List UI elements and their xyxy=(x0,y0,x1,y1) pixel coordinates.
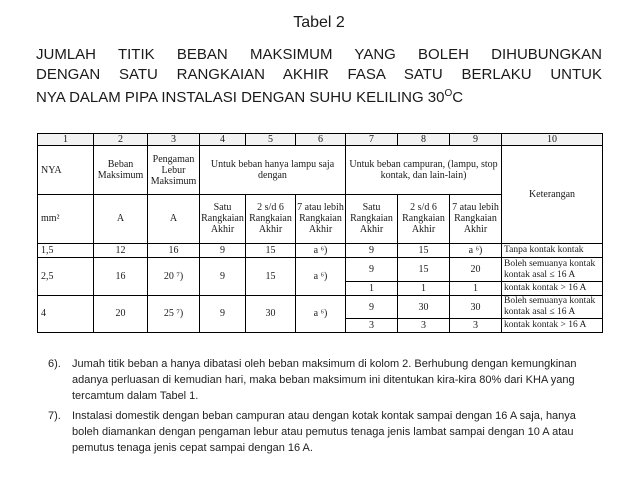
footnote-6 xyxy=(48,356,604,404)
cell-keterangan: kontak kontak > 16 A xyxy=(502,282,603,295)
cell-keterangan: Boleh semuanya kontak kontak asal ≤ 16 A xyxy=(502,258,603,282)
header-unit-mm2: mm² xyxy=(38,195,94,244)
cell-lampu-1: 9 xyxy=(200,243,246,258)
reference-table-container xyxy=(37,133,602,333)
header-beban-campuran: Untuk beban campuran, (lampu, stop kontak, dan lain-lain) xyxy=(346,146,502,195)
cell-campuran-1: 3 xyxy=(346,319,398,333)
col-number: 4 xyxy=(200,134,246,146)
col-number: 1 xyxy=(38,134,94,146)
cell-nya: 2,5 xyxy=(38,258,94,295)
heading-line-3-text: NYA DALAM PIPA INSTALASI DENGAN SUHU KELILING 30 xyxy=(36,89,445,106)
cell-keterangan: kontak kontak > 16 A xyxy=(502,319,603,333)
cell-lampu-7: a ⁶) xyxy=(296,295,346,332)
cell-keterangan: Tanpa kontak kontak xyxy=(502,243,603,258)
cell-campuran-1: 9 xyxy=(346,258,398,282)
table-heading xyxy=(36,45,602,108)
cell-campuran-1: 9 xyxy=(346,295,398,319)
heading-degree-sup: O xyxy=(444,88,453,99)
header-7-lebih-rangkaian: 7 atau lebih Rangkaian Akhir xyxy=(450,195,502,244)
cell-campuran-2-6: 15 xyxy=(398,243,450,258)
cell-campuran-7: a ⁶) xyxy=(450,243,502,258)
cell-lampu-2-6: 15 xyxy=(246,243,296,258)
table-row xyxy=(38,295,603,319)
header-2-6-rangkaian: 2 s/d 6 Rangkaian Akhir xyxy=(246,195,296,244)
cell-nya: 4 xyxy=(38,295,94,332)
header-row-1 xyxy=(38,146,603,195)
column-number-row xyxy=(38,134,603,146)
cell-campuran-7: 1 xyxy=(450,282,502,295)
footnote-text: Jumah titik beban a hanya dibatasi oleh beban maksimum di kolom 2. Berhubung dengan kemungkinan adanya perluasan di kemudian hari, maka beban maksimum ini ditentukan kira-kira 80% dari KHA yang tercamtum dalam Tabel 1. xyxy=(72,358,577,402)
cell-beban: 12 xyxy=(94,243,148,258)
header-unit-a: A xyxy=(148,195,200,244)
cell-nya: 1,5 xyxy=(38,243,94,258)
col-number: 9 xyxy=(450,134,502,146)
footnote-number: 6). xyxy=(48,358,61,370)
footnote-number: 7). xyxy=(48,410,61,422)
cell-campuran-2-6: 3 xyxy=(398,319,450,333)
header-2-6-rangkaian: 2 s/d 6 Rangkaian Akhir xyxy=(398,195,450,244)
header-satu-rangkaian: Satu Rangkaian Akhir xyxy=(200,195,246,244)
heading-line-2: DENGAN SATU RANGKAIAN AKHIR FASA SATU BERLAKU UNTUK xyxy=(36,65,602,83)
table-row xyxy=(38,258,603,282)
cell-pengaman: 25 ⁷) xyxy=(148,295,200,332)
header-satu-rangkaian: Satu Rangkaian Akhir xyxy=(346,195,398,244)
cell-beban: 20 xyxy=(94,295,148,332)
header-unit-a: A xyxy=(94,195,148,244)
header-pengaman-lebur: Pengaman Lebur Maksimum xyxy=(148,146,200,195)
heading-line-3 xyxy=(36,84,602,108)
header-nya: NYA xyxy=(38,146,94,195)
cell-campuran-2-6: 1 xyxy=(398,282,450,295)
heading-line-3-end: C xyxy=(452,89,464,106)
cell-campuran-7: 30 xyxy=(450,295,502,319)
col-number: 10 xyxy=(502,134,603,146)
cell-pengaman: 16 xyxy=(148,243,200,258)
cell-lampu-7: a ⁶) xyxy=(296,258,346,295)
header-beban-maksimum: Beban Maksimum xyxy=(94,146,148,195)
cell-keterangan: Boleh semuanya kontak kontak asal ≤ 16 A xyxy=(502,295,603,319)
col-number: 7 xyxy=(346,134,398,146)
cell-lampu-7: a ⁶) xyxy=(296,243,346,258)
cell-pengaman: 20 ⁷) xyxy=(148,258,200,295)
cell-lampu-1: 9 xyxy=(200,258,246,295)
reference-table xyxy=(37,133,603,333)
footnote-text: Instalasi domestik dengan beban campuran atau dengan kotak kontak sampai dengan 16 A saja, hanya boleh diamankan dengan pengaman lebur atau pemutus tenaga jenis lambat sampai dengan 10 A atau pemutus tenaga jenis cepat sampai dengan 16 A. xyxy=(72,410,576,454)
cell-campuran-2-6: 15 xyxy=(398,258,450,282)
footnote-7 xyxy=(48,408,604,456)
col-number: 8 xyxy=(398,134,450,146)
header-beban-lampu: Untuk beban hanya lampu saja dengan xyxy=(200,146,346,195)
cell-campuran-7: 20 xyxy=(450,258,502,282)
col-number: 6 xyxy=(296,134,346,146)
col-number: 5 xyxy=(246,134,296,146)
footnotes xyxy=(48,356,604,460)
col-number: 3 xyxy=(148,134,200,146)
cell-campuran-1: 1 xyxy=(346,282,398,295)
cell-lampu-1: 9 xyxy=(200,295,246,332)
heading-line-1: JUMLAH TITIK BEBAN MAKSIMUM YANG BOLEH DIHUBUNGKAN xyxy=(36,46,602,63)
cell-campuran-7: 3 xyxy=(450,319,502,333)
header-7-lebih-rangkaian: 7 atau lebih Rangkaian Akhir xyxy=(296,195,346,244)
col-number: 2 xyxy=(94,134,148,146)
cell-campuran-2-6: 30 xyxy=(398,295,450,319)
header-keterangan: Keterangan xyxy=(502,146,603,243)
page-title: Tabel 2 xyxy=(293,14,345,31)
cell-campuran-1: 9 xyxy=(346,243,398,258)
cell-beban: 16 xyxy=(94,258,148,295)
table-row xyxy=(38,243,603,258)
cell-lampu-2-6: 30 xyxy=(246,295,296,332)
cell-lampu-2-6: 15 xyxy=(246,258,296,295)
